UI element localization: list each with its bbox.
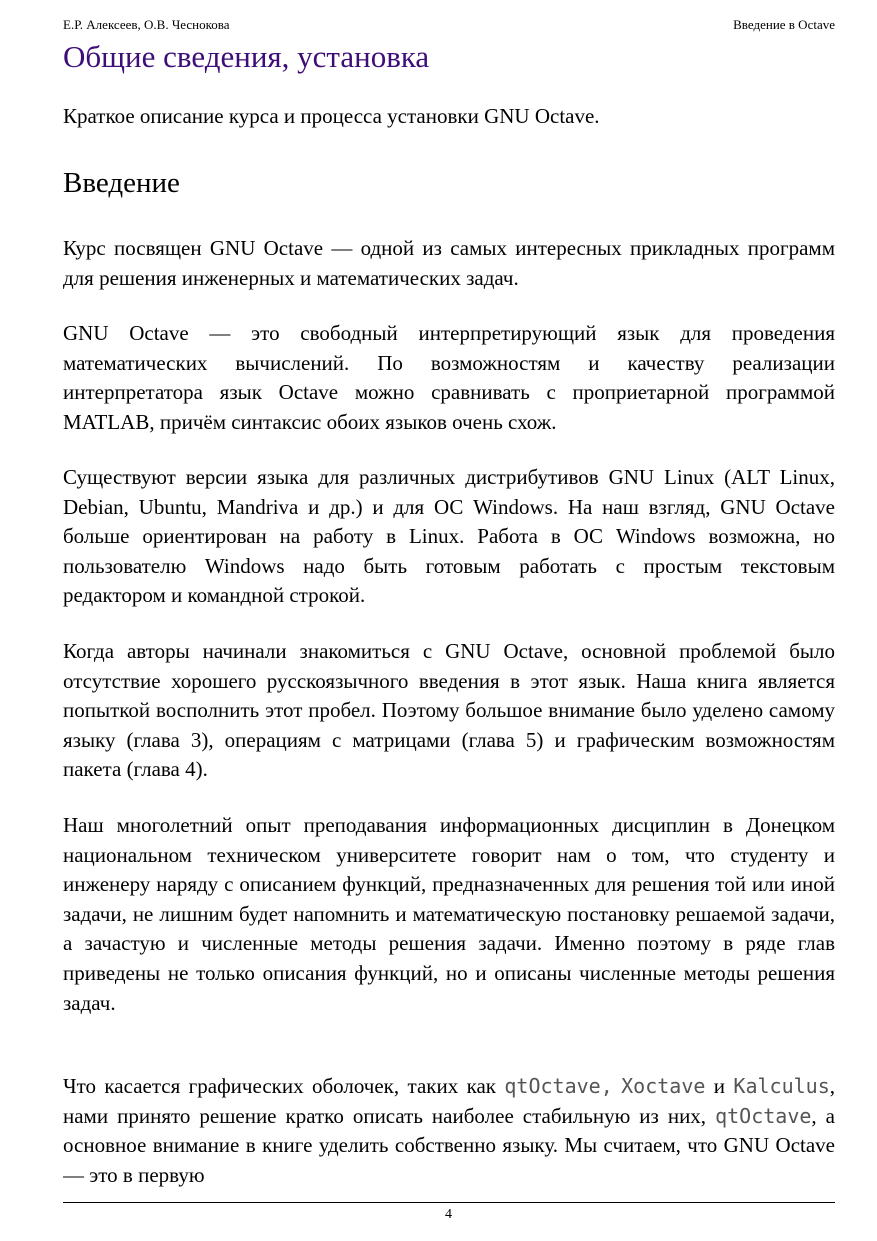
paragraph: Существуют версии языка для различных дистрибутивов GNU Linux (ALT Linux, Debian, Ubuntu, Mandriva и др.) и для ОС Windows. На наш взгляд, GNU Octave больше ориентирован на работу в Linux. Работа в ОС Windows возможна, но пользователю Windows надо быть готовым работать с простым текстовым редактором и командной строкой.	[63, 465, 835, 608]
code-qtoctave: qtOctave,	[504, 1074, 613, 1098]
text-run: , а основное внимание в книге уделить собственно языку. Мы считаем, что GNU Octave — это в первую	[63, 1103, 835, 1187]
paragraph: Наш многолетний опыт преподавания информационных дисциплин в Донецком национальном техническом университете говорит нам о том, что студенту и инженеру наряду с описанием функций, предназначенных для решения той или иной задачи, не лишним будет напомнить и математическую постановку решаемой задачи, а зачастую и численные методы решения задачи. Именно поэтому в ряде глав приведены не только описания функций, но и описаны численные методы решения задач.	[63, 813, 835, 1015]
code-xoctave: Xoctave	[621, 1074, 706, 1098]
text-run	[613, 1074, 621, 1098]
text-run: Что касается графических оболочек, таких как	[63, 1074, 505, 1098]
code-kalculus: Kalculus	[733, 1074, 830, 1098]
footer-divider	[63, 1202, 835, 1203]
section-heading: Введение	[63, 167, 180, 199]
chapter-summary: Краткое описание курса и процесса установки GNU Octave.	[63, 104, 600, 128]
text-run: и	[705, 1074, 734, 1098]
header-book-title: Введение в Octave	[733, 17, 835, 32]
paragraph: Курс посвящен GNU Octave — одной из самых интересных прикладных программ для решения инженерных и математических задач.	[63, 236, 835, 290]
running-header	[63, 17, 835, 33]
paragraph-last	[63, 1072, 835, 1196]
paragraph: Когда авторы начинали знакомиться с GNU Octave, основной проблемой было отсутствие хорошего русскоязычного введения в этот язык. Наша книга является попыткой восполнить этот пробел. Поэтому большое внимание было уделено самому языку (глава 3), операциям с матрицами (глава 5) и графическим возможностям пакета (глава 4).	[63, 639, 835, 782]
page-number: 4	[445, 1207, 452, 1222]
paragraph: GNU Octave — это свободный интерпретирующий язык для проведения математических вычислений. По возможностям и качеству реализации интерпретатора язык Octave можно сравнивать с проприетарной программой MATLAB, причём синтаксис обоих языков очень схож.	[63, 321, 835, 434]
header-authors: Е.Р. Алексеев, О.В. Чеснокова	[63, 17, 230, 32]
code-qtoctave-2: qtOctave	[715, 1103, 812, 1128]
chapter-title: Общие сведения, установка	[63, 39, 430, 74]
text-run: , нами принято решение кратко описать наиболее стабильную из них,	[63, 1074, 835, 1128]
